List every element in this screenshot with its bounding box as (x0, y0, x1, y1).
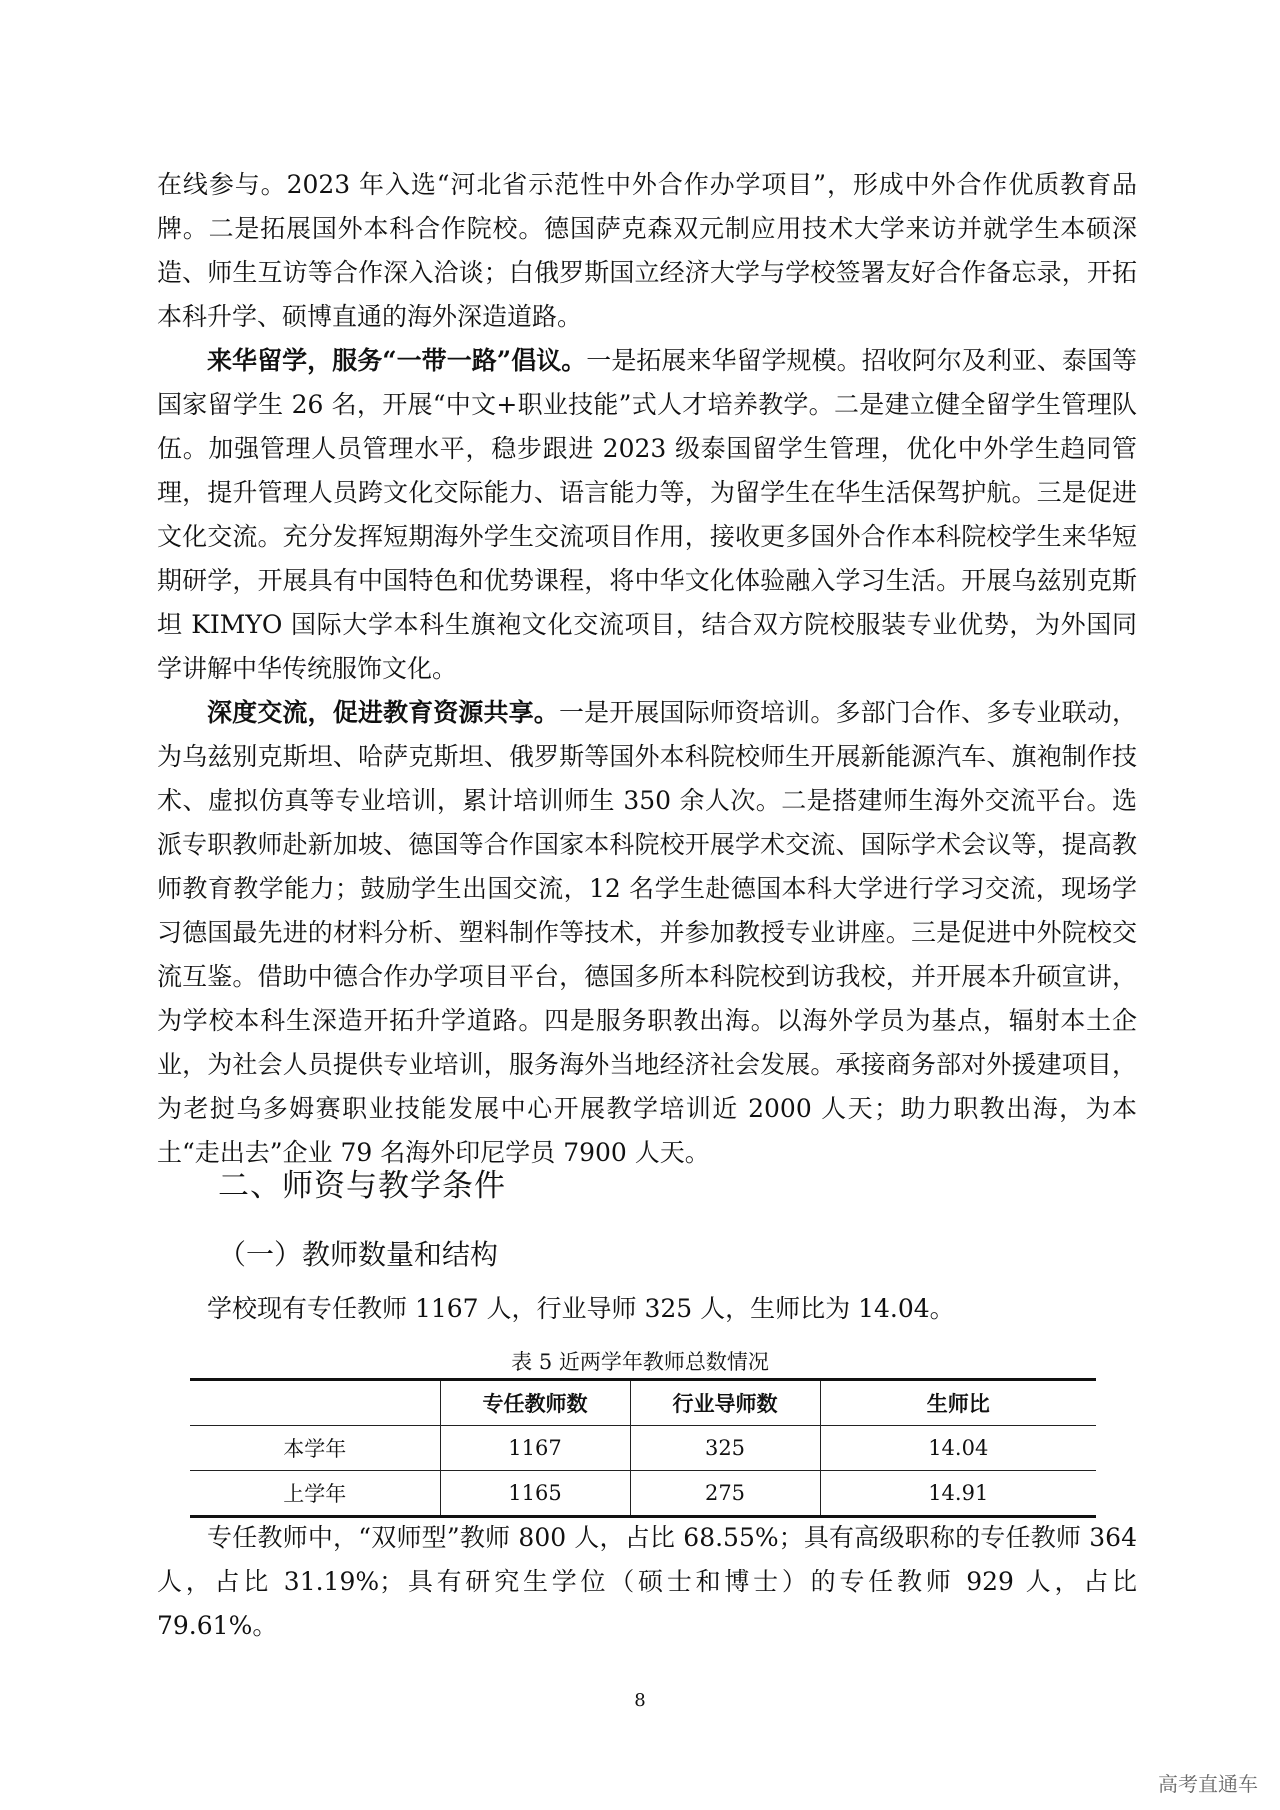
teacher-count-table (190, 1378, 1096, 1518)
table-header-cell: 行业导师数 (630, 1380, 820, 1426)
paragraph-study-in-china: 来华留学，服务“一带一路”倡议。一是拓展来华留学规模。招收阿尔及利亚、泰国等国家留学生 26 名，开展“中文+职业技能”式人才培养教学。二是建立健全留学生管理队伍。加强管理人员管理水平，稳步跟进 2023 级泰国留学生管理，优化中外学生趋同管理，提升管理人员跨文化交际能力、语言能力等，为留学生在华生活保驾护航。三是促进文化交流。充分发挥短期海外学生交流项目作用，接收更多国外合作本科院校学生来华短期研学，开展具有中国特色和优势课程，将中华文化体验融入学习生活。开展乌兹别克斯坦 KIMYO 国际大学本科生旗袍文化交流项目，结合双方院校服装专业优势，为外国同学讲解中华传统服饰文化。 (157, 346, 1137, 683)
watermark-text: 高考直通车 (1158, 1772, 1258, 1796)
subsection-heading: （一）教师数量和结构 (218, 1238, 499, 1271)
table-cell: 上学年 (190, 1471, 440, 1517)
table-cell: 14.91 (820, 1471, 1096, 1517)
table-cell: 275 (630, 1471, 820, 1517)
table-cell: 1167 (440, 1426, 630, 1471)
paragraph-lead-study-in-china: 来华留学，服务“一带一路”倡议。 (207, 346, 587, 375)
table-cell: 1165 (440, 1471, 630, 1517)
table-row (190, 1471, 1096, 1517)
table-caption: 表 5 近两学年教师总数情况 (511, 1350, 769, 1374)
section-heading: 二、师资与教学条件 (218, 1168, 506, 1204)
paragraph-teacher-structure: 专任教师中，“双师型”教师 800 人，占比 68.55%；具有高级职称的专任教师 364 人，占比 31.19%；具有研究生学位（硕士和博士）的专任教师 929 人，占比 79.61%。 (157, 1523, 1137, 1640)
paragraph-lead-deep-exchange: 深度交流，促进教育资源共享。 (207, 698, 559, 727)
paragraph-teacher-count: 学校现有专任教师 1167 人，行业导师 325 人，生师比为 14.04。 (207, 1294, 955, 1323)
table-cell: 本学年 (190, 1426, 440, 1471)
table-header-row (190, 1380, 1096, 1426)
paragraph-deep-exchange: 深度交流，促进教育资源共享。一是开展国际师资培训。多部门合作、多专业联动，为乌兹别克斯坦、哈萨克斯坦、俄罗斯等国外本科院校师生开展新能源汽车、旗袍制作技术、虚拟仿真等专业培训，累计培训师生 350 余人次。二是搭建师生海外交流平台。选派专职教师赴新加坡、德国等合作国家本科院校开展学术交流、国际学术会议等，提高教师教育教学能力；鼓励学生出国交流，12 名学生赴德国本科大学进行学习交流，现场学习德国最先进的材料分析、塑料制作等技术，并参加教授专业讲座。三是促进中外院校交流互鉴。借助中德合作办学项目平台，德国多所本科院校到访我校，并开展本升硕宣讲，为学校本科生深造开拓升学道路。四是服务职教出海。以海外学员为基点，辐射本土企业，为社会人员提供专业培训，服务海外当地经济社会发展。承接商务部对外援建项目，为老挝乌多姆赛职业技能发展中心开展教学培训近 2000 人天；助力职教出海，为本土“走出去”企业 79 名海外印尼学员 7900 人天。 (157, 698, 1137, 1167)
table-cell: 14.04 (820, 1426, 1096, 1471)
table-cell: 325 (630, 1426, 820, 1471)
paragraph-intl-cooperation-cont: 在线参与。2023 年入选“河北省示范性中外合作办学项目”，形成中外合作优质教育品牌。二是拓展国外本科合作院校。德国萨克森双元制应用技术大学来访并就学生本硕深造、师生互访等合作深入洽谈；白俄罗斯国立经济大学与学校签署友好合作备忘录，开拓本科升学、硕博直通的海外深造道路。 (157, 170, 1137, 331)
page-number: 8 (634, 1690, 646, 1711)
table-row (190, 1426, 1096, 1471)
table-header-cell: 专任教师数 (440, 1380, 630, 1426)
table-header-cell (190, 1380, 440, 1426)
table-header-cell: 生师比 (820, 1380, 1096, 1426)
